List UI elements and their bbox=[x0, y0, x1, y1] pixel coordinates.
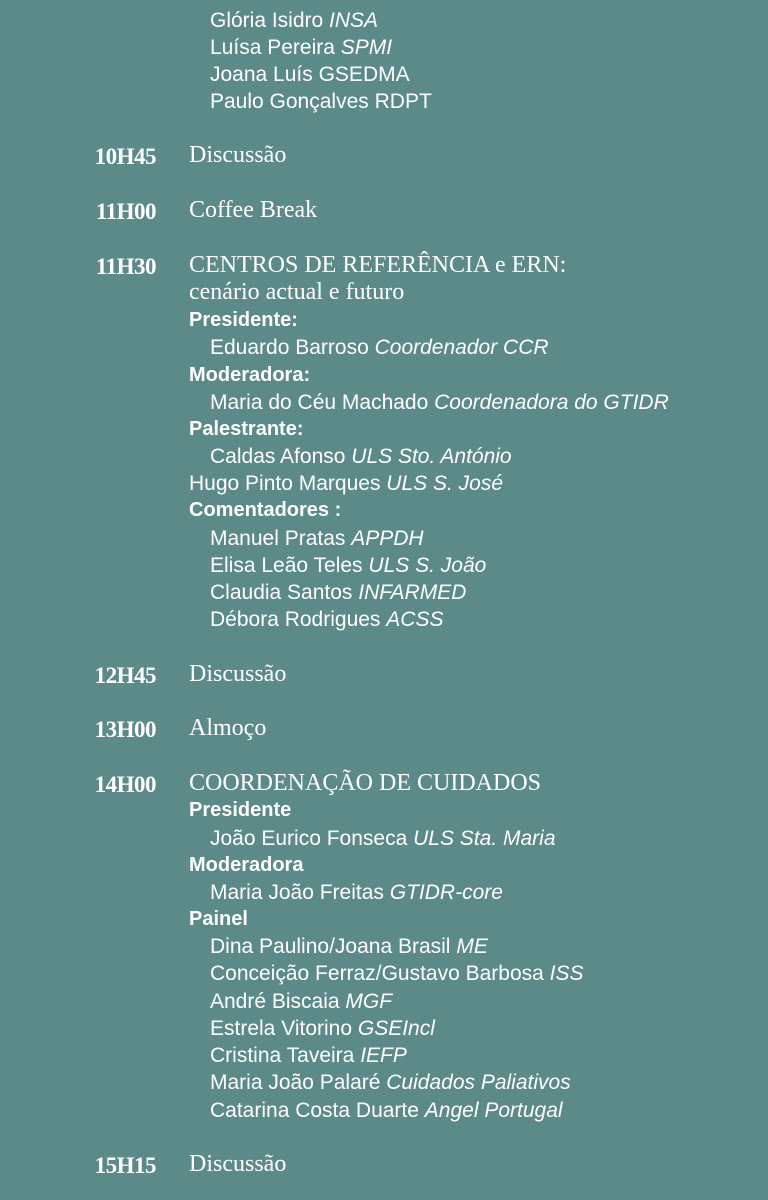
participant-name: Manuel Pratas bbox=[210, 527, 346, 550]
participant bbox=[210, 579, 466, 606]
session-time: 15H15 bbox=[94, 1153, 156, 1178]
participant-name: Débora Rodrigues bbox=[210, 608, 381, 631]
participant-name: Elisa Leão Teles bbox=[210, 554, 363, 577]
participant-affiliation: RDPT bbox=[374, 90, 432, 113]
session-title: Almoço bbox=[189, 715, 267, 741]
role-label: Moderadora bbox=[189, 854, 304, 876]
participant-name: Paulo Gonçalves bbox=[210, 90, 369, 113]
participant-name: Estrela Vitorino bbox=[210, 1017, 353, 1040]
participant-name: André Biscaia bbox=[210, 990, 340, 1013]
session-title: Discussão bbox=[189, 1151, 287, 1177]
participant-affiliation: ISS bbox=[549, 962, 584, 985]
session-title: Discussão bbox=[189, 661, 287, 687]
participant-name: Luísa Pereira bbox=[210, 36, 335, 59]
participant bbox=[210, 34, 392, 61]
participant bbox=[210, 61, 410, 88]
session-title: COORDENAÇÃO DE CUIDADOS bbox=[189, 770, 542, 796]
participant-name: Maria João Palaré bbox=[210, 1071, 381, 1094]
participant-affiliation: INFARMED bbox=[358, 581, 467, 604]
participant bbox=[210, 334, 549, 361]
participant-affiliation: Coordenador CCR bbox=[374, 336, 549, 359]
participant bbox=[210, 825, 556, 852]
participant-affiliation: ULS Sto. António bbox=[351, 445, 512, 468]
participant-name: Joana Luís bbox=[210, 63, 313, 86]
participant-affiliation: GSEIncl bbox=[357, 1017, 435, 1040]
participant-affiliation: GSEDMA bbox=[318, 63, 410, 86]
participant bbox=[210, 443, 512, 470]
participant bbox=[210, 7, 378, 34]
participant bbox=[210, 552, 486, 579]
session-time: 14H00 bbox=[94, 772, 156, 797]
participant-affiliation: ULS S. João bbox=[368, 554, 487, 577]
role-label bbox=[189, 0, 336, 1]
participant-name: Hugo Pinto Marques bbox=[189, 472, 381, 495]
session-time: 11H00 bbox=[95, 199, 156, 224]
participant-affiliation: IEFP bbox=[360, 1044, 407, 1067]
participant bbox=[210, 933, 488, 960]
participant-affiliation: ULS S. José bbox=[386, 472, 504, 495]
participant-name: Maria João Freitas bbox=[210, 881, 384, 904]
participant bbox=[210, 988, 392, 1015]
participant-affiliation: GTIDR-core bbox=[389, 881, 503, 904]
session-time: 12H45 bbox=[94, 663, 156, 688]
role-label: Comentadores : bbox=[189, 499, 342, 521]
participant-affiliation: SPMI bbox=[340, 36, 393, 59]
participant-name: João Eurico Fonseca bbox=[210, 827, 408, 850]
participant-name: Caldas Afonso bbox=[210, 445, 346, 468]
participant bbox=[189, 470, 503, 497]
participant-name: Claudia Santos bbox=[210, 581, 353, 604]
participant-affiliation: ULS Sta. Maria bbox=[413, 827, 556, 850]
participant-affiliation: ME bbox=[456, 935, 488, 958]
participant bbox=[210, 1097, 563, 1124]
participant-affiliation: Angel Portugal bbox=[424, 1099, 563, 1122]
participant-name: Dina Paulino/Joana Brasil bbox=[210, 935, 451, 958]
participant-affiliation: ACSS bbox=[386, 608, 444, 631]
participant bbox=[210, 1015, 435, 1042]
participant bbox=[210, 1069, 571, 1096]
participant bbox=[210, 1042, 407, 1069]
participant-name: Catarina Costa Duarte bbox=[210, 1099, 419, 1122]
participant bbox=[210, 88, 432, 115]
participant-affiliation: MGF bbox=[345, 990, 393, 1013]
session-time: 13H00 bbox=[94, 717, 156, 742]
participant bbox=[210, 879, 503, 906]
session-title: Discussão bbox=[189, 142, 287, 168]
participant-name: Cristina Taveira bbox=[210, 1044, 355, 1067]
session-title: CENTROS DE REFERÊNCIA e ERN: bbox=[189, 252, 567, 278]
role-label: Presidente bbox=[189, 799, 292, 821]
participant-name: Conceição Ferraz/Gustavo Barbosa bbox=[210, 962, 544, 985]
participant bbox=[210, 960, 584, 987]
participant bbox=[210, 389, 669, 416]
participant bbox=[210, 606, 443, 633]
role-label: Moderadora: bbox=[189, 364, 311, 386]
participant-name: Eduardo Barroso bbox=[210, 336, 369, 359]
session-time: 11H30 bbox=[95, 254, 156, 279]
session-title: cenário actual e futuro bbox=[189, 279, 405, 305]
participant-affiliation: Coordenadora do GTIDR bbox=[434, 391, 669, 414]
role-label: Painel bbox=[189, 908, 248, 930]
participant-name: Glória Isidro bbox=[210, 9, 324, 32]
session-title: Coffee Break bbox=[189, 197, 318, 223]
participant-affiliation: Cuidados Paliativos bbox=[386, 1071, 571, 1094]
role-label: Palestrante: bbox=[189, 418, 304, 440]
participant bbox=[210, 525, 424, 552]
role-label: Presidente: bbox=[189, 309, 298, 331]
participant-name: Maria do Céu Machado bbox=[210, 391, 429, 414]
participant-affiliation: INSA bbox=[329, 9, 379, 32]
session-time: 10H45 bbox=[94, 144, 156, 169]
participant-affiliation: APPDH bbox=[351, 527, 424, 550]
